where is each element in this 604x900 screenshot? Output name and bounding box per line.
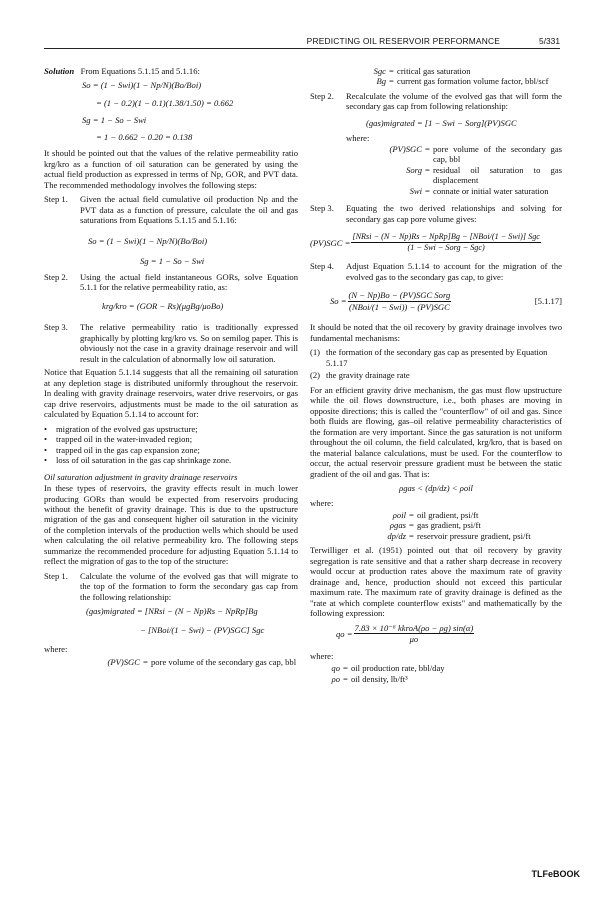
eq-denominator: (NBoi/(1 − Swi)) − (PV)SGC <box>348 301 450 312</box>
solution-label: Solution <box>44 66 75 76</box>
definitions-step2 <box>346 144 562 196</box>
definition-row: ρgas = gas gradient, psi/ft <box>389 520 481 531</box>
step-a-label: Step 1. <box>44 570 68 581</box>
running-title: PREDICTING OIL RESERVOIR PERFORMANCE <box>306 36 500 46</box>
eq-numerator: (N − Np)Bo − (PV)SGC Sorg <box>348 290 451 301</box>
definition-row: (PV)SGC = pore volume of the secondary gas cap, bbl <box>107 656 297 667</box>
right-step-2-label: Step 2. <box>310 90 334 101</box>
right-step-2-text: Recalculate the volume of the evolved gas that will form the secondary gas cap from following relationship: <box>346 90 562 112</box>
right-column <box>310 66 562 688</box>
solution-equations <box>82 80 298 142</box>
definitions-top <box>310 66 562 87</box>
right-step-3-label: Step 3. <box>310 203 334 214</box>
definition-row: ρoil = oil gradient, psi/ft <box>392 509 479 520</box>
step-3-label: Step 3. <box>44 322 68 333</box>
paragraph-counterflow: For an efficient gravity drive mechanism, the gas must flow upstructure while the oil flows downstructure, i.e., both phases are moving in opposite directions; this is called the "counterflow" of oil and gas. Since both fluids are flowing, gas–oil relative permeability characteristics of the formation are very important. Since the gas saturation is not uniform throughout the oil column, the field calculated, krg/kro, that is based on the material balance calculations, must be used. For the counterflow to occur, the actual reservoir pressure gradient must be between the static gradient of the oil and gas. That is: <box>310 384 562 479</box>
where-label: where: <box>310 650 334 661</box>
step-1 <box>44 194 298 268</box>
step-a <box>44 571 298 641</box>
eq-denominator: (1 − Swi − Sorg − Sgc) <box>407 243 485 253</box>
definitions-gradient <box>330 510 562 541</box>
gradient-inequality: ρgas < (dp/dz) < ρoil <box>399 483 473 494</box>
running-header <box>44 36 560 49</box>
definitions-list <box>64 657 298 667</box>
definition-row: dp/dz = reservoir pressure gradient, psi/ft <box>387 530 531 541</box>
eq-sg-general: Sg = 1 − So − Swi <box>82 115 147 126</box>
definition-row: Swi = connate or initial water saturation <box>409 185 549 196</box>
where-label: where: <box>310 497 334 508</box>
eq-denominator: μo <box>409 634 419 645</box>
list-item: (1) the formation of the secondary gas cap as presented by Equation 5.1.17 <box>310 347 548 368</box>
footer-watermark: TLFeBOOK <box>531 869 580 880</box>
eq-so-numeric: = (1 − 0.2)(1 − 0.1)(1.38/1.50) = 0.662 <box>96 97 234 108</box>
right-step-3 <box>310 203 562 224</box>
right-step-2 <box>310 91 562 200</box>
step-1-eq-sg: Sg = 1 − So − Swi <box>140 256 205 267</box>
step-1-eq-so: So = (1 − Swi)(1 − Np/N)(Bo/Boi) <box>88 235 208 246</box>
list-item: • migration of the evolved gas upstructure; <box>44 423 198 434</box>
right-step-4-eq <box>330 290 562 312</box>
step-a-eq-line2: − [NBoi/(1 − Swi) − (PV)SGC] Sgc <box>140 624 265 635</box>
right-step-4 <box>310 261 562 282</box>
adjustment-bullets <box>44 424 298 466</box>
mechanisms-list <box>310 347 562 380</box>
solution-line <box>44 66 298 76</box>
eq-lhs: (PV)SGC = <box>310 237 351 248</box>
eq-numerator: [NRsi − (N − Np)Rs − NpRp]Bg − [NBoi/(1 − Swi)] Sgc <box>352 232 540 242</box>
definition-row: (PV)SGC = pore volume of the secondary gas cap, bbl <box>389 143 562 165</box>
list-item: • trapped oil in the water-invaded region; <box>44 434 193 445</box>
step-2-eq: krg/kro = (GOR − Rs)(μgBg/μoBo) <box>102 300 224 311</box>
step-2-text: Using the actual field instantaneous GORs, solve Equation 5.1.1 for the relative permeability ratio, as: <box>80 271 298 293</box>
step-2-label: Step 2. <box>44 271 68 282</box>
list-item: • loss of oil saturation in the gas cap shrinkage zone. <box>44 455 232 466</box>
right-step-3-text: Equating the two derived relationships and solving for secondary gas cap pore volume gives: <box>346 203 562 224</box>
left-column <box>44 66 298 671</box>
paragraph-terwilliger: Terwilliger et al. (1951) pointed out that oil recovery by gravity segregation is rate sensitive and that a rather sharp decrease in recovery would occur at production rates above the maximum rate of gravity drainage and, hence, production should not exceed this particular maximum rate. The maximum rate of gravity drainage is defined as the "rate at which complete counterflow exists" and mathematically by the following expression: <box>310 545 562 619</box>
eq-lhs: So = <box>330 296 347 306</box>
step-a-eq-line1: (gas)migrated = [NRsi − (N − Np)Rs − NpRp]Bg <box>86 606 258 617</box>
step-a-text: Calculate the volume of the evolved gas that will migrate to the top of the formation to form the secondary gas cap from the following relationship: <box>80 570 298 602</box>
page-number: 5/331 <box>539 36 560 46</box>
right-step-4-label: Step 4. <box>310 261 334 272</box>
paragraph-gravity: In these types of reservoirs, the gravity effects result in much lower producing GORs than would be expected from reservoirs producing without the benefit of gravity drainage. This is due to the upstructure migration of the gas and consequent higher oil saturation in the vicinity of the completion intervals of the production wells which should be used when calculating the oil relative permeability kro. The following steps summarize the recommended procedure for adjusting Equation 5.1.14 to reflect the migration of gas to the top of the structure: <box>44 483 298 567</box>
definition-row: Sorg = residual oil saturation to gas displacement <box>406 164 562 186</box>
section-subheading: Oil saturation adjustment in gravity drainage reservoirs <box>44 471 238 482</box>
paragraph-adjustments: Notice that Equation 5.1.14 suggests that all the remaining oil saturation at any depletion stage is distributed uniformly throughout the reservoir. In dealing with gravity drainage reservoirs, water drive reservoirs, or gas cap drive reservoirs, adjustments must be made to the oil saturation as calculated by Equation 5.1.14 to account for: <box>44 367 298 420</box>
where-label: where: <box>346 133 370 144</box>
list-item: • trapped oil in the gas cap expansion zone; <box>44 444 200 455</box>
eq-sg-numeric: = 1 − 0.662 − 0.20 = 0.138 <box>96 131 193 142</box>
paragraph-mechanisms: It should be noted that the oil recovery by gravity drainage involves two fundamental mechanisms: <box>310 322 562 343</box>
list-item: (2) the gravity drainage rate <box>310 370 410 381</box>
where-label: where: <box>44 644 68 655</box>
step-2 <box>44 272 298 319</box>
paragraph-methodology: It should be pointed out that the values of the relative permeability ratio krg/kro as a function of oil saturation can be generated by using the actual field production as expressed in terms of Np, GOR, and PVT data. The recommended methodology involves the following steps: <box>44 148 298 190</box>
right-step-3-eq <box>310 232 562 253</box>
qo-equation <box>336 623 562 645</box>
step-3 <box>44 322 298 364</box>
definitions-qo <box>310 663 562 684</box>
equation-number: [5.1.17] <box>534 296 562 306</box>
definition-row: Sgc = critical gas saturation <box>373 66 471 76</box>
eq-so-general: So = (1 − Swi)(1 − Np/N)(Bo/Boi) <box>82 80 202 91</box>
step-1-text: Given the actual field cumulative oil production Np and the PVT data as a function of pressure, calculate the oil and gas saturations from Equations 5.1.15 and 5.1.16: <box>80 194 298 226</box>
definition-row: ρo = oil density, lb/ft³ <box>331 673 408 684</box>
definition-row: Bg = current gas formation volume factor, bbl/scf <box>376 76 549 87</box>
eq-numerator: 7.83 × 10⁻⁶ kkroA(ρo − ρg) sin(α) <box>354 622 474 633</box>
definition-row: qo = oil production rate, bbl/day <box>331 663 445 674</box>
step-3-text: The relative permeability ratio is traditionally expressed graphically by plotting krg/kro vs. So on semilog paper. This is obviously not the case in a gravity drainage reservoir and will result in the calculation of abnormally low oil saturation. <box>80 322 298 364</box>
eq-lhs: qo = <box>336 628 353 639</box>
right-step-2-eq: (gas)migrated = [1 − Swi − Sorg](PV)SGC <box>366 117 517 128</box>
solution-intro: From Equations 5.1.15 and 5.1.16: <box>80 66 200 76</box>
step-1-label: Step 1. <box>44 194 68 205</box>
right-step-4-text: Adjust Equation 5.1.14 to account for the migration of the evolved gas to the secondary gas cap, to give: <box>346 261 562 282</box>
